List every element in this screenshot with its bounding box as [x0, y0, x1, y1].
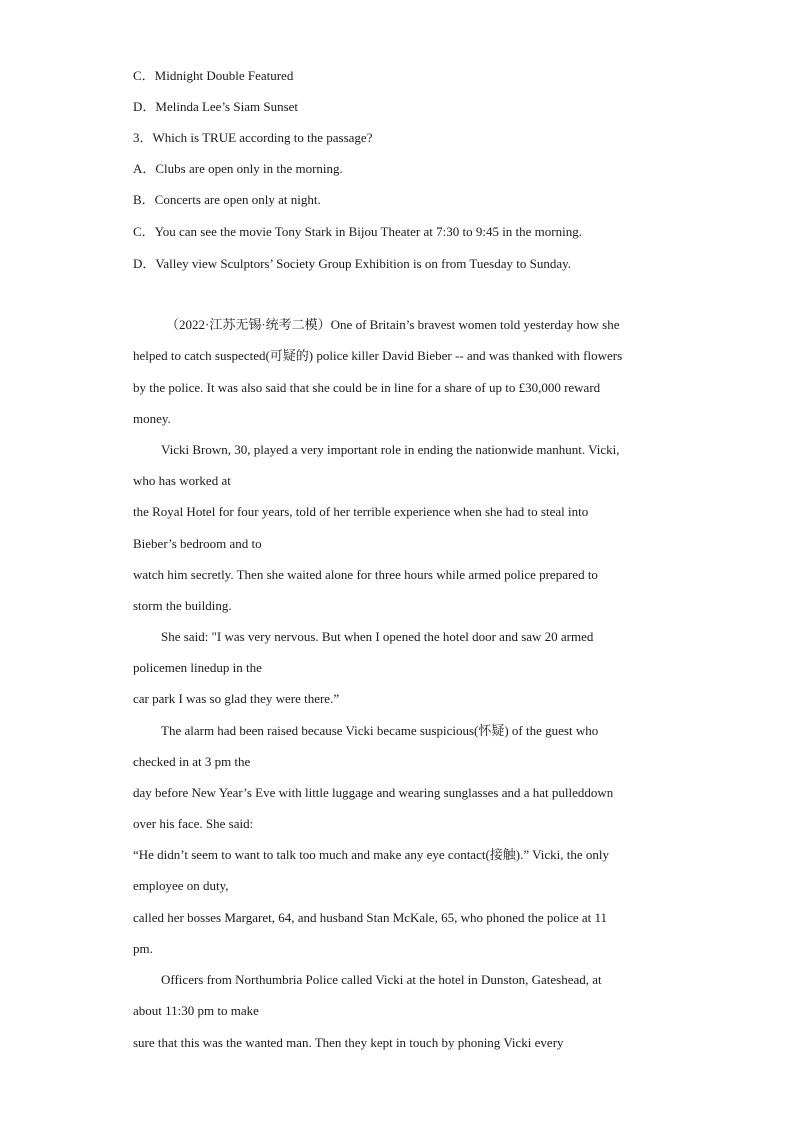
- q3-option-b: B．Concerts are open only at night.: [133, 192, 321, 207]
- passage-line: “He didn’t seem to want to talk too much and make any eye contact(接触).” Vicki, the only: [133, 847, 609, 862]
- passage-line: Vicki Brown, 30, played a very important role in ending the nationwide manhunt. Vicki,: [161, 442, 620, 457]
- option-c-q2: C．Midnight Double Featured: [133, 68, 294, 83]
- q3-option-d: D．Valley view Sculptors’ Society Group Exhibition is on from Tuesday to Sunday.: [133, 256, 572, 271]
- passage-line: sure that this was the wanted man. Then they kept in touch by phoning Vicki every: [133, 1035, 564, 1050]
- passage-line: by the police. It was also said that she could be in line for a share of up to £30,000 reward: [133, 380, 601, 395]
- passage-line: storm the building.: [133, 598, 232, 613]
- option-d-q2: D．Melinda Lee’s Siam Sunset: [133, 99, 299, 114]
- passage-line: checked in at 3 pm the: [133, 754, 251, 769]
- passage-line: policemen linedup in the: [133, 660, 262, 675]
- passage-line: day before New Year’s Eve with little luggage and wearing sunglasses and a hat pulleddown: [133, 785, 614, 800]
- passage-line: the Royal Hotel for four years, told of her terrible experience when she had to steal into: [133, 504, 589, 519]
- passage-line: She said: "I was very nervous. But when I opened the hotel door and saw 20 armed: [161, 629, 594, 644]
- passage-line: over his face. She said:: [133, 816, 254, 831]
- passage-source-line: （2022·江苏无锡·统考二模）One of Britain’s bravest women told yesterday how she: [166, 317, 620, 332]
- passage-line: helped to catch suspected(可疑的) police killer David Bieber -- and was thanked with flowers: [133, 348, 623, 363]
- passage-line: money.: [133, 411, 171, 426]
- passage-line: about 11:30 pm to make: [133, 1003, 259, 1018]
- passage-line: called her bosses Margaret, 64, and husband Stan McKale, 65, who phoned the police at 11: [133, 910, 608, 925]
- q3-option-a: A．Clubs are open only in the morning.: [133, 161, 343, 176]
- passage-line: Officers from Northumbria Police called Vicki at the hotel in Dunston, Gateshead, at: [161, 972, 602, 987]
- passage-line: car park I was so glad they were there.”: [133, 691, 340, 706]
- passage-line: who has worked at: [133, 473, 231, 488]
- question-3-stem: 3．Which is TRUE according to the passage?: [133, 130, 373, 145]
- passage-line: Bieber’s bedroom and to: [133, 536, 262, 551]
- passage-line: The alarm had been raised because Vicki became suspicious(怀疑) of the guest who: [161, 723, 599, 738]
- passage-line: watch him secretly. Then she waited alone for three hours while armed police prepared to: [133, 567, 598, 582]
- passage-line: employee on duty,: [133, 878, 229, 893]
- passage-line: pm.: [133, 941, 153, 956]
- q3-option-c: C．You can see the movie Tony Stark in Bijou Theater at 7:30 to 9:45 in the morning.: [133, 224, 582, 239]
